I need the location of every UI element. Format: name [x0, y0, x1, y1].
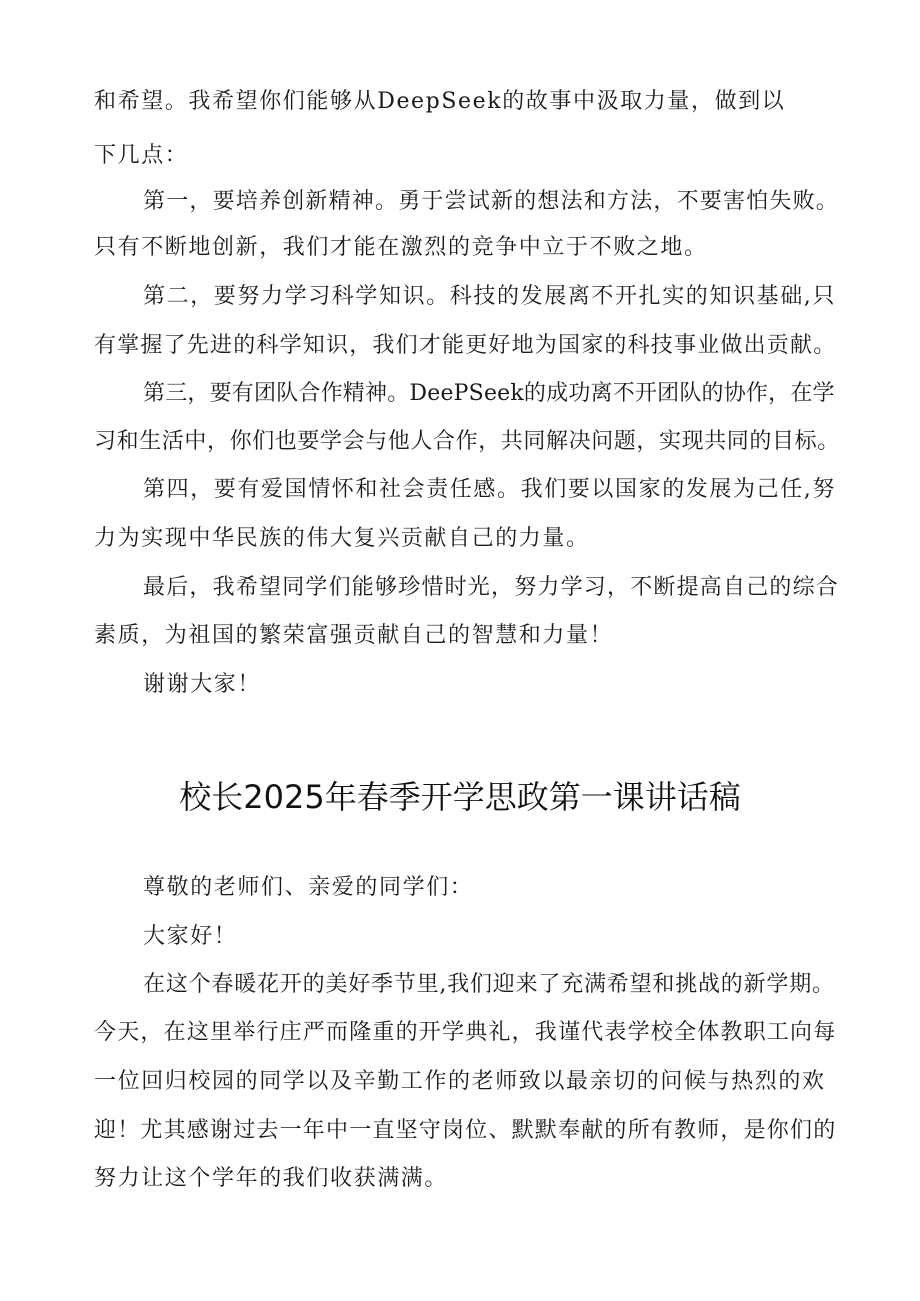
paragraph-line: 习和生活中，你们也要学会与他人合作，共同解决问题，实现共同的目标。 [94, 429, 840, 454]
paragraph-line: 下几点： [94, 143, 189, 168]
greeting-line: 大家好！ [143, 924, 238, 949]
paragraph-line: 在这个春暖花开的美好季节里,我们迎来了充满希望和挑战的新学期。 [143, 972, 835, 997]
closing-line: 谢谢大家！ [143, 672, 262, 697]
paragraph-line: 最后，我希望同学们能够珍惜时光，努力学习，不断提高自己的综合 [143, 575, 840, 600]
paragraph-line: 第二，要努力学习科学知识。科技的发展离不开扎实的知识基础,只 [143, 284, 836, 309]
paragraph-line: 第四，要有爱国情怀和社会责任感。我们要以国家的发展为己任,努 [143, 477, 836, 502]
paragraph-line: 和希望。我希望你们能够从DeepSeek的故事中汲取力量，做到以 [94, 89, 786, 114]
paragraph-line: 第三，要有团队合作精神。DeePSeek的成功离不开团队的协作，在学 [143, 381, 835, 406]
paragraph-line: 努力让这个学年的我们收获满满。 [94, 1166, 449, 1191]
salutation-line: 尊敬的老师们、亲爱的同学们： [143, 875, 474, 900]
paragraph-line: 素质，为祖国的繁荣富强贡献自己的智慧和力量！ [94, 623, 614, 648]
paragraph-line: 第一，要培养创新精神。勇于尝试新的想法和方法，不要害怕失败。 [143, 189, 840, 214]
paragraph-line: 一位回归校园的同学以及辛勤工作的老师致以最亲切的问候与热烈的欢 [94, 1069, 826, 1094]
paragraph-line: 力为实现中华民族的伟大复兴贡献自己的力量。 [94, 526, 590, 551]
speech-title: 校长2025年春季开学思政第一课讲话稿 [179, 778, 741, 816]
paragraph-line: 只有不断地创新，我们才能在激烈的竞争中立于不败之地。 [94, 235, 708, 260]
paragraph-line: 迎！尤其感谢过去一年中一直坚守岗位、默默奉献的所有教师，是你们的 [94, 1118, 837, 1143]
paragraph-line: 有掌握了先进的科学知识，我们才能更好地为国家的科技事业做出贡献。 [94, 333, 837, 358]
paragraph-line: 今天，在这里举行庄严而隆重的开学典礼，我谨代表学校全体教职工向每 [94, 1020, 837, 1045]
